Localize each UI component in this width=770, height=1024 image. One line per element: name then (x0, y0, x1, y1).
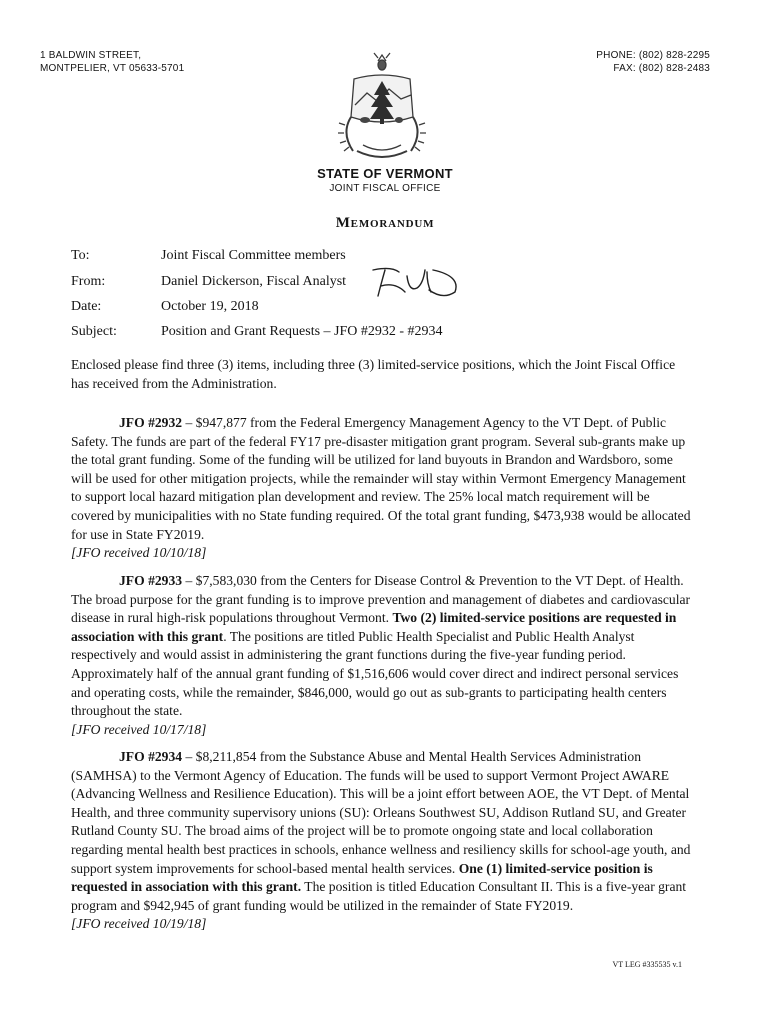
document-id: VT LEG #335535 v.1 (612, 960, 682, 969)
item-id: JFO #2934 (119, 749, 183, 764)
fax-number: FAX: (802) 828-2483 (613, 63, 710, 74)
memo-title: Memorandum (335, 215, 435, 231)
item-bold-text: One (1) limited-service position is requested in association with this grant. (71, 860, 653, 895)
item-text: – $947,877 from the Federal Emergency Management Agency to the VT Dept. of Public Safety. The funds are part of the federal FY17 pre-disaster mitigation grant program. Several sub-grants make up the total grant funding. Some of the funding will be utilized for land buyouts in Brandon and Wardsboro, some will be used for other mitigation projects, while the remainder will stay within Vermont Emergency Management to support local hazard mitigation plan development and review. The 25% local match requirement will be covered by municipalities with no State funding required. Of the total grant funding, $473,938 would be allocated for use in State FY2019. (71, 415, 691, 542)
to-value: Joint Fiscal Committee members (161, 248, 346, 263)
item-jfo-2934 (71, 748, 695, 934)
vermont-seal-icon (327, 47, 437, 165)
state-title: STATE OF VERMONT (317, 166, 453, 181)
from-label: From: (71, 274, 106, 289)
address-line-1: 1 BALDWIN STREET, (40, 50, 142, 61)
item-jfo-2933 (71, 572, 695, 739)
item-text-b: The position is titled Education Consultant II. This is a five-year grant program and $942,945 of grant funding would be utilized in the remainder of State FY2019. (71, 879, 687, 913)
subject-value: Position and Grant Requests – JFO #2932 - #2934 (161, 324, 443, 339)
contact-info (596, 49, 710, 75)
item-id: JFO #2933 (119, 573, 183, 588)
date-label: Date: (71, 299, 102, 314)
item-bold-text: Two (2) limited-service positions are requested in association with this grant (71, 610, 677, 644)
address-line-2: MONTPELIER, VT 05633-5701 (40, 63, 185, 74)
from-value: Daniel Dickerson, Fiscal Analyst (161, 274, 347, 289)
item-text-b: . The positions are titled Public Health Specialist and Public Health Analyst respectively and would assist in administering the grant functions during the five-year funding period. Approximately half of the annual grant funding of $1,516,606 would cover direct and indirect personal services and operating costs, while the remainder, $846,000, would go out as sub-grants to participating health centers throughout the state. (71, 628, 679, 719)
date-value: October 19, 2018 (161, 299, 259, 314)
item-text-a: – $7,583,030 from the Centers for Disease Control & Prevention to the VT Dept. of Health. The broad purpose for the grant funding is to improve prevention and management of diabetes and cardiovascular disease in rural high-risk populations throughout Vermont. (71, 573, 691, 626)
received-date: [JFO received 10/17/18] (71, 721, 207, 737)
received-date: [JFO received 10/19/18] (71, 916, 207, 932)
received-date: [JFO received 10/10/18] (71, 545, 207, 561)
item-text-a: – $8,211,854 from the Substance Abuse and Mental Health Services Administration (SAMHSA) to the Vermont Agency of Education. The funds will be used to support Vermont Project AWARE (Advancing Wellness and Resilience Education). This will be a joint effort between AOE, the VT Dept. of Mental Health, and three community supervisory unions (SU): Orleans Southwest SU, Addison Rutland SU, and Greater Rutland County SU. The broad aims of the project will be to promote ongoing state and local collaboration regarding mental health best practices in schools, enhance wellness and resiliency skills for school-age youth, and support system improvements for school-based mental health services. (71, 749, 691, 876)
item-jfo-2932 (71, 414, 695, 563)
item-id: JFO #2932 (119, 415, 183, 430)
subject-label: Subject: (71, 324, 117, 339)
signature-initials (365, 262, 465, 300)
to-label: To: (71, 248, 90, 263)
phone-number: PHONE: (802) 828-2295 (596, 50, 710, 61)
intro-paragraph: Enclosed please find three (3) items, including three (3) limited-service positions, which the Joint Fiscal Office has received from the Administration. (71, 357, 676, 391)
office-name: JOINT FISCAL OFFICE (329, 183, 441, 194)
sender-address (40, 49, 184, 75)
